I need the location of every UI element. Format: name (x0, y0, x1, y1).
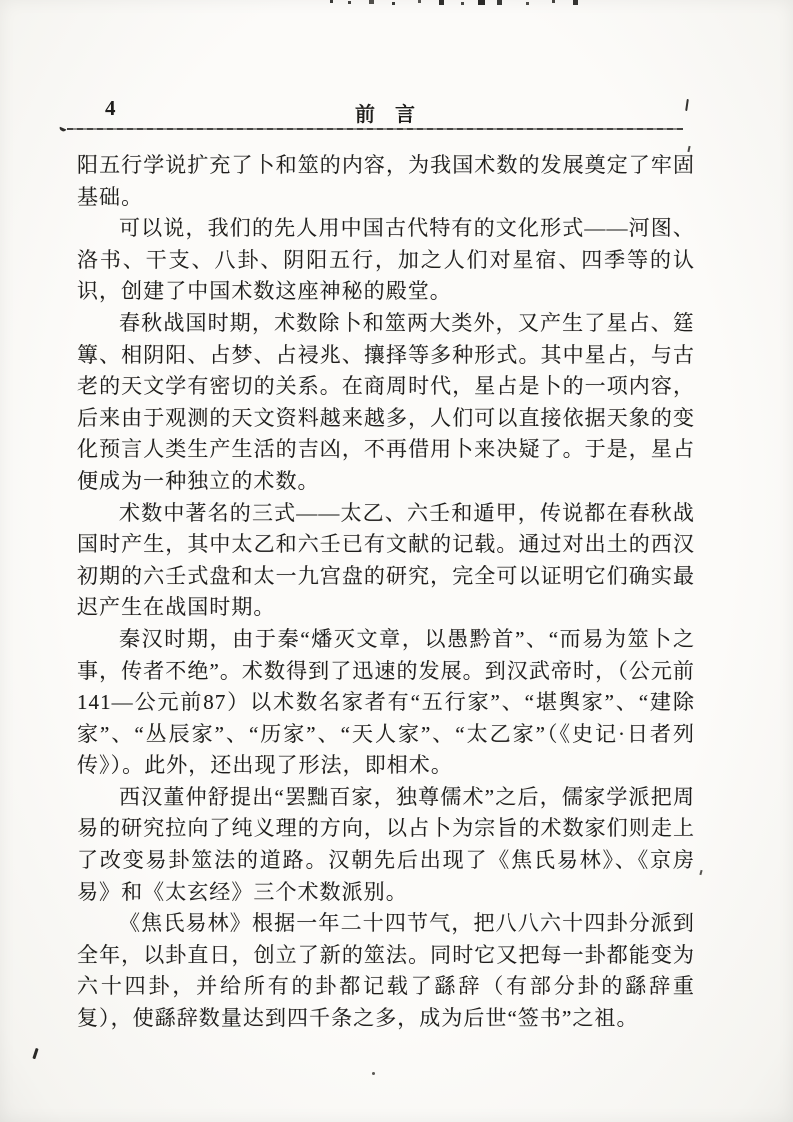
paragraph: 西汉董仲舒提出“罢黜百家，独尊儒术”之后，儒家学派把周易的研究拉向了纯义理的方向，以占卜为宗旨的术数家们则走上了改变易卦筮法的道路。汉朝先后出现了《焦氏易林》、《京房易》和《太玄经》三个术数派别。 (77, 784, 695, 904)
header-rule (67, 128, 683, 131)
paragraph: 可以说，我们的先人用中国古代特有的文化形式——河图、洛书、干支、八卦、阴阳五行，加之人们对星宿、四季等的认识，创建了中国术数这座神秘的殿堂。 (77, 216, 695, 304)
page-header (75, 96, 695, 128)
paragraph-continuation: 阳五行学说扩充了卜和筮的内容，为我国术数的发展奠定了牢固基础。 (77, 153, 695, 209)
scan-artifact-bottom-dot (372, 1072, 375, 1075)
paragraph: 春秋战国时期，术数除卜和筮两大类外，又产生了星占、筳篿、相阴阳、占梦、占祲兆、攘择等多种形式。其中星占，与古老的天文学有密切的关系。在商周时代，星占是卜的一项内容，后来由于观测的天文资料越来越多，人们可以直接依据天象的变化预言人类生产生活的吉凶，不再借用卜来决疑了。于是，星占便成为一种独立的术数。 (77, 310, 695, 493)
paragraph: 秦汉时期，由于秦“燔灭文章，以愚黔首”、“而易为筮卜之事，传者不绝”。术数得到了迅速的发展。到汉武帝时，（公元前141—公元前87）以术数名家者有“五行家”、“堪舆家”、“建除家”、“丛辰家”、“历家”、“天人家”、“太乙家”（《史记·日者列传》）。此外，还出现了形法，即相术。 (77, 626, 695, 778)
paragraph: 《焦氏易林》根据一年二十四节气，把八八六十四卦分派到全年，以卦直日，创立了新的筮法。同时它又把每一卦都能变为六十四卦，并给所有的卦都记载了繇辞（有部分卦的繇辞重复），使繇辞数量达到四千条之多，成为后世“签书”之祖。 (77, 911, 695, 1031)
page-number: 4 (105, 96, 117, 120)
header-title: 前 言 (355, 104, 415, 126)
scan-artifact-mid-right (699, 870, 702, 875)
scan-artifact-top-speckles (330, 0, 333, 3)
scan-artifact-bottom-left (32, 1048, 38, 1059)
paragraph: 术数中著名的三式——太乙、六壬和遁甲，传说都在春秋战国时产生，其中太乙和六壬已有文献的记载。通过对出土的西汉初期的六壬式盘和太一九宫盘的研究，完全可以证明它们确实最迟产生在战国时期。 (77, 500, 695, 620)
header-rule-dashes (67, 128, 683, 130)
body-text (77, 150, 695, 1035)
scan-artifact-left-of-rule (59, 127, 67, 133)
